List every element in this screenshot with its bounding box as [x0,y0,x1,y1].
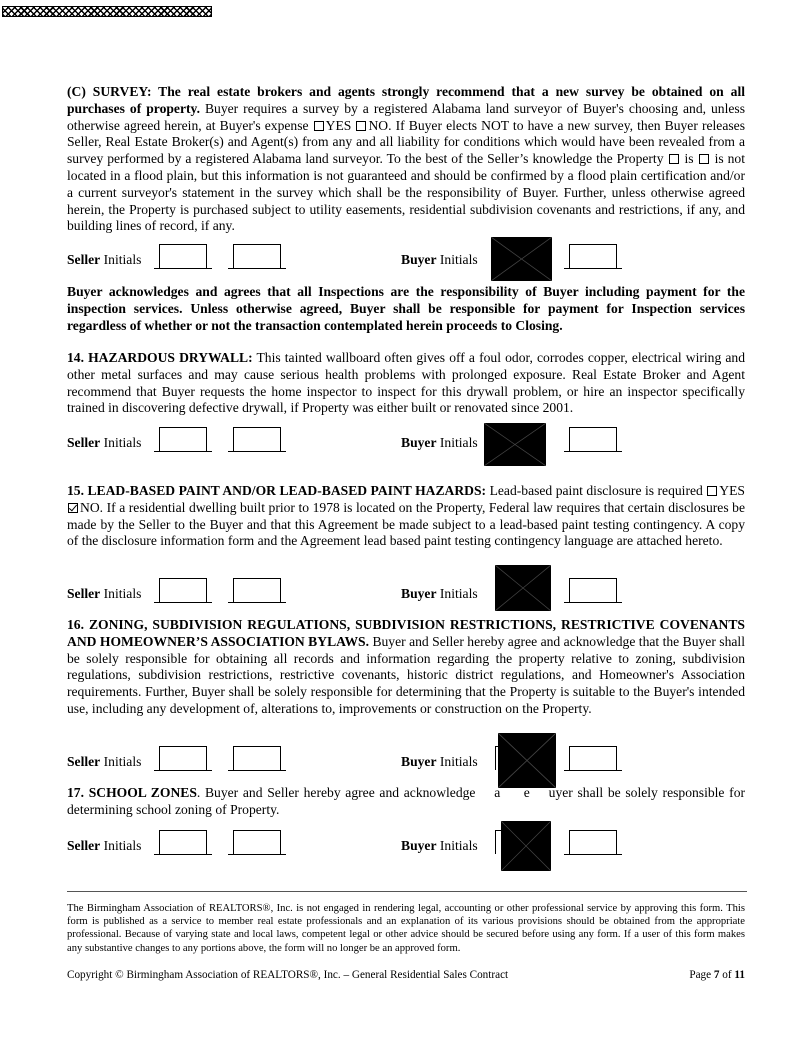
buyer-initials-box-2[interactable] [569,830,617,854]
flood-plain-is-checkbox[interactable] [669,154,679,164]
buyer-initials-box-2[interactable] [569,244,617,268]
initials-row-15 [67,574,757,614]
seller-initials-box-1[interactable] [159,578,207,602]
footer-divider [67,891,747,892]
seller-initials-box-2[interactable] [233,746,281,770]
section-16-paragraph: 16. ZONING, SUBDIVISION REGULATIONS, SUBDIVISION RESTRICTIONS, RESTRICTIVE COVENANTS AND HOMEOWNER’S ASSOCIATION BYLAWS. Buyer and Seller hereby agree and acknowledge that the Buyer shall be solely responsible for obtaining all records and information regarding the property relative to zoning, subdivision regulations, subdivision restrictions, restrictive covenants, historic district regulations, and Homeowner's Association requirements. Further, Buyer shall be solely responsible for determining that the Property is suitable to the Buyer's intended use, including any development of, alterations to, improvements or construction on the Property. [67,617,745,716]
copyright-text: Copyright © Birmingham Association of REALTORS®, Inc. – General Residential Sales Contract [67,969,509,981]
seller-initials-label: Seller Initials [67,252,142,267]
lead-paint-yes-checkbox[interactable] [707,486,717,496]
redacted-buyer-initials [501,821,551,871]
seller-initials-box-1[interactable] [159,746,207,770]
seller-initials-label: Seller Initials [67,586,142,601]
header-hatch-bar [2,6,212,17]
buyer-initials-box-2[interactable] [569,427,617,451]
survey-heading: (C) SURVEY: The real estate brokers and agents strongly recommend that a new survey be obtained on all purchases of property. [67,84,745,116]
redacted-buyer-initials [498,733,556,788]
buyer-initials-box-2[interactable] [569,746,617,770]
inspections-acknowledgement: Buyer acknowledges and agrees that all Inspections are the responsibility of Buyer including payment for the inspection services. Unless otherwise agreed, Buyer shall be responsible for payment for Inspection services regardless of whether or not the transaction contemplated herein proceeds to Closing. [67,284,745,333]
seller-initials-label: Seller Initials [67,435,142,450]
initials-row-14 [67,423,757,463]
lead-paint-no-checkbox[interactable] [68,503,78,513]
survey-paragraph: (C) SURVEY: The real estate brokers and agents strongly recommend that a new survey be obtained on all purchases of property. Buyer requires a survey by a registered Alabama land surveyor of Buyer's choosing and, unless otherwise agreed herein, at Buyer's expense YES NO. If Buyer elects NOT to have a new survey, then Buyer releases Seller, Real Estate Broker(s) and Agent(s) from any and all liability for conditions which would have been revealed from a survey performed by a registered Alabama land surveyor. To the best of the Seller’s knowledge the Property is is not located in a flood plain, but this information is not guaranteed and should be confirmed by a flood plain certification and/or a current surveyor's statement in the survey which shall be the responsibility of Buyer. Further, unless otherwise agreed herein, the Property is purchased subject to utility easements, residential subdivision covenants and restrictions, if any, and building lines of record, if any. [67,84,746,234]
redacted-buyer-initials [491,237,552,281]
seller-initials-label: Seller Initials [67,838,142,853]
redacted-buyer-initials [495,565,551,611]
buyer-initials-label: Buyer Initials [401,586,478,601]
initials-row-16 [67,742,757,782]
legal-disclaimer: The Birmingham Association of REALTORS®, Inc. is not engaged in rendering legal, accounting or other professional service by approving this form. This form is published as a service to member real estate professionals and an explanation of its various provisions should be obtained from the appropriate professional. Because of varying state and local laws, competent legal or other advice should be secured before using any form. If a user of this form makes any substantive changes to any portions above, the form will no longer be an approved form. [67,903,745,954]
seller-initials-box-2[interactable] [233,427,281,451]
seller-initials-box-2[interactable] [233,578,281,602]
survey-yes-checkbox[interactable] [314,121,324,131]
initials-row-survey [67,240,757,280]
buyer-initials-label: Buyer Initials [401,838,478,853]
seller-initials-box-1[interactable] [159,830,207,854]
buyer-initials-box-2[interactable] [569,578,617,602]
buyer-initials-label: Buyer Initials [401,435,478,450]
seller-initials-box-2[interactable] [233,244,281,268]
seller-initials-box-2[interactable] [233,830,281,854]
section-17-heading: 17. SCHOOL ZONES [67,785,197,800]
page-number: Page 7 of 11 [689,969,745,981]
flood-plain-is-not-checkbox[interactable] [699,154,709,164]
initials-row-17 [67,826,757,866]
section-15-paragraph: 15. LEAD-BASED PAINT AND/OR LEAD-BASED PAINT HAZARDS: Lead-based paint disclosure is required YES NO. If a residential dwelling built prior to 1978 is located on the Property, Federal law requires that certain disclosures be made by the Seller to the Buyer and that this Agreement be made subject to a lead-based paint testing contingency. A copy of the disclosure information form and the Agreement lead based paint testing contingency language are attached hereto. [67,483,745,549]
section-16-heading: 16. ZONING, SUBDIVISION REGULATIONS, SUBDIVISION RESTRICTIONS, RESTRICTIVE COVENANTS AND HOMEOWNER’S ASSOCIATION BYLAWS. [67,617,745,649]
page-footer [67,969,745,981]
section-17-paragraph: 17. SCHOOL ZONES. Buyer and Seller hereby agree and acknowledge a e uyer shall be solely responsible for determining school zoning of Property. [67,785,746,817]
seller-initials-label: Seller Initials [67,754,142,769]
section-14-heading: 14. HAZARDOUS DRYWALL: [67,350,253,365]
seller-initials-box-1[interactable] [159,427,207,451]
seller-initials-box-1[interactable] [159,244,207,268]
redacted-buyer-initials [484,423,546,466]
section-14-paragraph: 14. HAZARDOUS DRYWALL: This tainted wallboard often gives off a foul odor, corrodes copper, electrical wiring and other metal surfaces and may cause serious health problems with prolonged exposure. Real Estate Broker and Agent recommend that Buyer requests the home inspector to inspect for this drywall problem, or hire an inspector specifically trained in discovering defective drywall, if Property was either built or renovated since 2001. [67,350,746,416]
section-15-heading: 15. LEAD-BASED PAINT AND/OR LEAD-BASED PAINT HAZARDS: [67,483,487,498]
buyer-initials-label: Buyer Initials [401,754,478,769]
buyer-initials-label: Buyer Initials [401,252,478,267]
survey-no-checkbox[interactable] [356,121,366,131]
